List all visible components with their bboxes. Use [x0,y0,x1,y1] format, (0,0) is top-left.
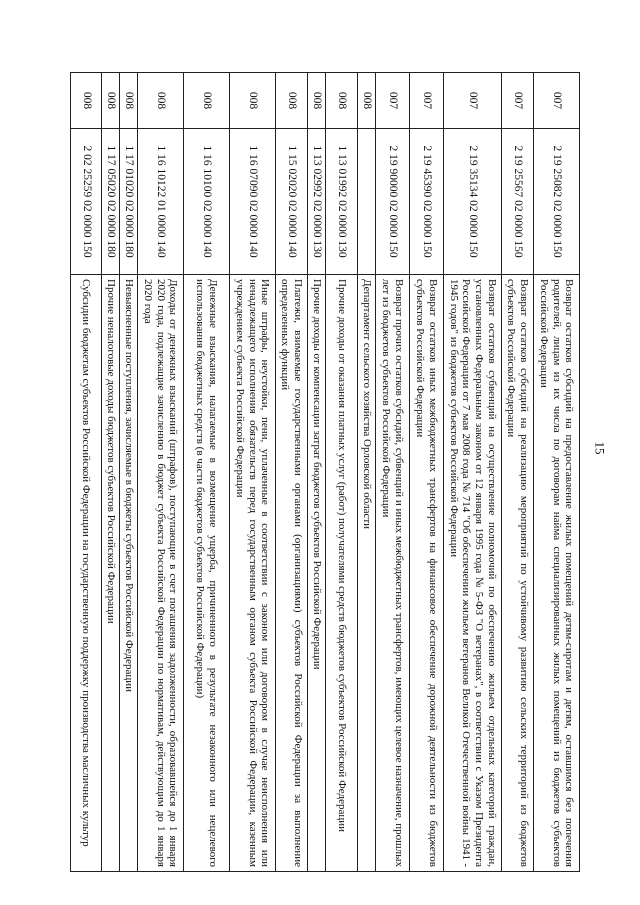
revenue-name-cell: Возврат остатков субсидий на реализацию мероприятий по устойчивому развитию сельских территорий из бюджетов субъектов Российской Федерации [502,275,534,872]
revenue-code-cell: 2 19 45390 02 0000 150 [410,129,444,275]
table-row [276,73,308,872]
revenue-name-cell: Возврат остатков субсидий на предоставление жилых помещений детям-сиротам и детям, оставшимся без попечения родителей, лицам из их числа по договорам найма специализированных жилых помещений из бюджетов субъектов Российской Федерации [534,275,580,872]
table-row [308,73,326,872]
revenue-code-cell: 1 16 10122 01 0000 140 [138,129,184,275]
revenue-name-cell: Возврат прочих остатков субсидий, субвенций и иных межбюджетных трансфертов, имеющих целевое назначение, прошлых лет из бюджетов субъектов Российской Федерации [376,275,410,872]
department-name-cell: Департамент сельского хозяйства Орловской области [358,275,376,872]
revenue-code-cell: 1 13 02992 02 0000 130 [308,129,326,275]
revenue-name-cell: Невыясненные поступления, зачисляемые в бюджеты субъектов Российской Федерации [120,275,138,872]
admin-code-cell: 008 [138,73,184,129]
revenue-codes-table [70,72,580,872]
admin-code-cell: 008 [326,73,358,129]
table-row [358,73,376,872]
revenue-name-cell: Денежные взыскания, налагаемые в возмещение ущерба, причиненного в результате незаконного или нецелевого использования бюджетных средств (в части бюджетов субъектов Российской Федерации) [184,275,230,872]
admin-code-cell: 007 [410,73,444,129]
admin-code-cell: 008 [102,73,120,129]
revenue-codes-table-rotated [71,72,580,872]
admin-code-cell: 008 [184,73,230,129]
revenue-code-cell: 1 16 07090 02 0000 140 [230,129,276,275]
revenue-code-cell: 2 19 35134 02 0000 150 [444,129,502,275]
revenue-code-cell: 2 19 90000 02 0000 150 [376,129,410,275]
admin-code-cell: 008 [308,73,326,129]
revenue-name-cell: Возврат остатков субвенций на осуществление полномочий по обеспечению жильем отдельных категорий граждан, установленных Федеральным законом от 12 января 1995 года № 5-ФЗ "О ветеранах", в соответствии с Указом Президента Российской Федерации от 7 мая 2008 года № 714 "Об обеспечении жильем ветеранов Великой Отечественной войны 1941 - 1945 годов" из бюджетов субъектов Российской Федерации [444,275,502,872]
revenue-code-cell: 2 19 25567 02 0000 150 [502,129,534,275]
revenue-name-cell: Субсидии бюджетам субъектов Российской Федерации на государственную поддержку производства масличных культур [71,275,102,872]
revenue-code-cell: 1 16 10100 02 0000 140 [184,129,230,275]
table-row [230,73,276,872]
admin-code-cell: 007 [502,73,534,129]
table-row [120,73,138,872]
revenue-name-cell: Прочие доходы от компенсации затрат бюджетов субъектов Российской Федерации [308,275,326,872]
table-row [184,73,230,872]
admin-code-cell: 008 [71,73,102,129]
revenue-code-cell: 1 17 05020 02 0000 180 [102,129,120,275]
admin-code-cell: 008 [230,73,276,129]
admin-code-cell: 008 [358,73,376,129]
table-row [502,73,534,872]
table-row [410,73,444,872]
revenue-code-cell: 1 15 02020 02 0000 140 [276,129,308,275]
revenue-name-cell: Иные штрафы, неустойки, пени, уплаченные в соответствии с законом или договором в случае неисполнения или ненадлежащего исполнения обязательств перед государственным органом субъекта Российской Федерации, казенным учреждением субъекта Российской Федерации [230,275,276,872]
revenue-code-cell [358,129,376,275]
revenue-code-cell: 2 19 25082 02 0000 150 [534,129,580,275]
table-row [376,73,410,872]
revenue-name-cell: Платежи, взимаемые государственными органами (организациями) субъектов Российской Федерации за выполнение определенных функций [276,275,308,872]
revenue-name-cell: Прочие доходы от оказания платных услуг (работ) получателями средств бюджетов субъектов Российской Федерации [326,275,358,872]
revenue-code-cell: 1 13 01992 02 0000 130 [326,129,358,275]
table-row [444,73,502,872]
table-row [138,73,184,872]
revenue-name-cell: Прочие неналоговые доходы бюджетов субъектов Российской Федерации [102,275,120,872]
revenue-name-cell: Доходы от денежных взысканий (штрафов), поступающие в счет погашения задолженности, образовавшейся до 1 января 2020 года, подлежащие зачислению в бюджет субъекта Российской Федерации по нормативам, действующим до 1 января 2020 года [138,275,184,872]
page-number: 15 [592,441,608,455]
table-row [326,73,358,872]
revenue-name-cell: Возврат остатков иных межбюджетных трансфертов на финансовое обеспечение дорожной деятельности из бюджетов субъектов Российской Федерации [410,275,444,872]
admin-code-cell: 008 [120,73,138,129]
admin-code-cell: 008 [276,73,308,129]
table-row [534,73,580,872]
admin-code-cell: 007 [376,73,410,129]
admin-code-cell: 007 [444,73,502,129]
table-row [102,73,120,872]
table-row [71,73,102,872]
revenue-code-cell: 2 02 25259 02 0000 150 [71,129,102,275]
admin-code-cell: 007 [534,73,580,129]
revenue-code-cell: 1 17 01020 02 0000 180 [120,129,138,275]
